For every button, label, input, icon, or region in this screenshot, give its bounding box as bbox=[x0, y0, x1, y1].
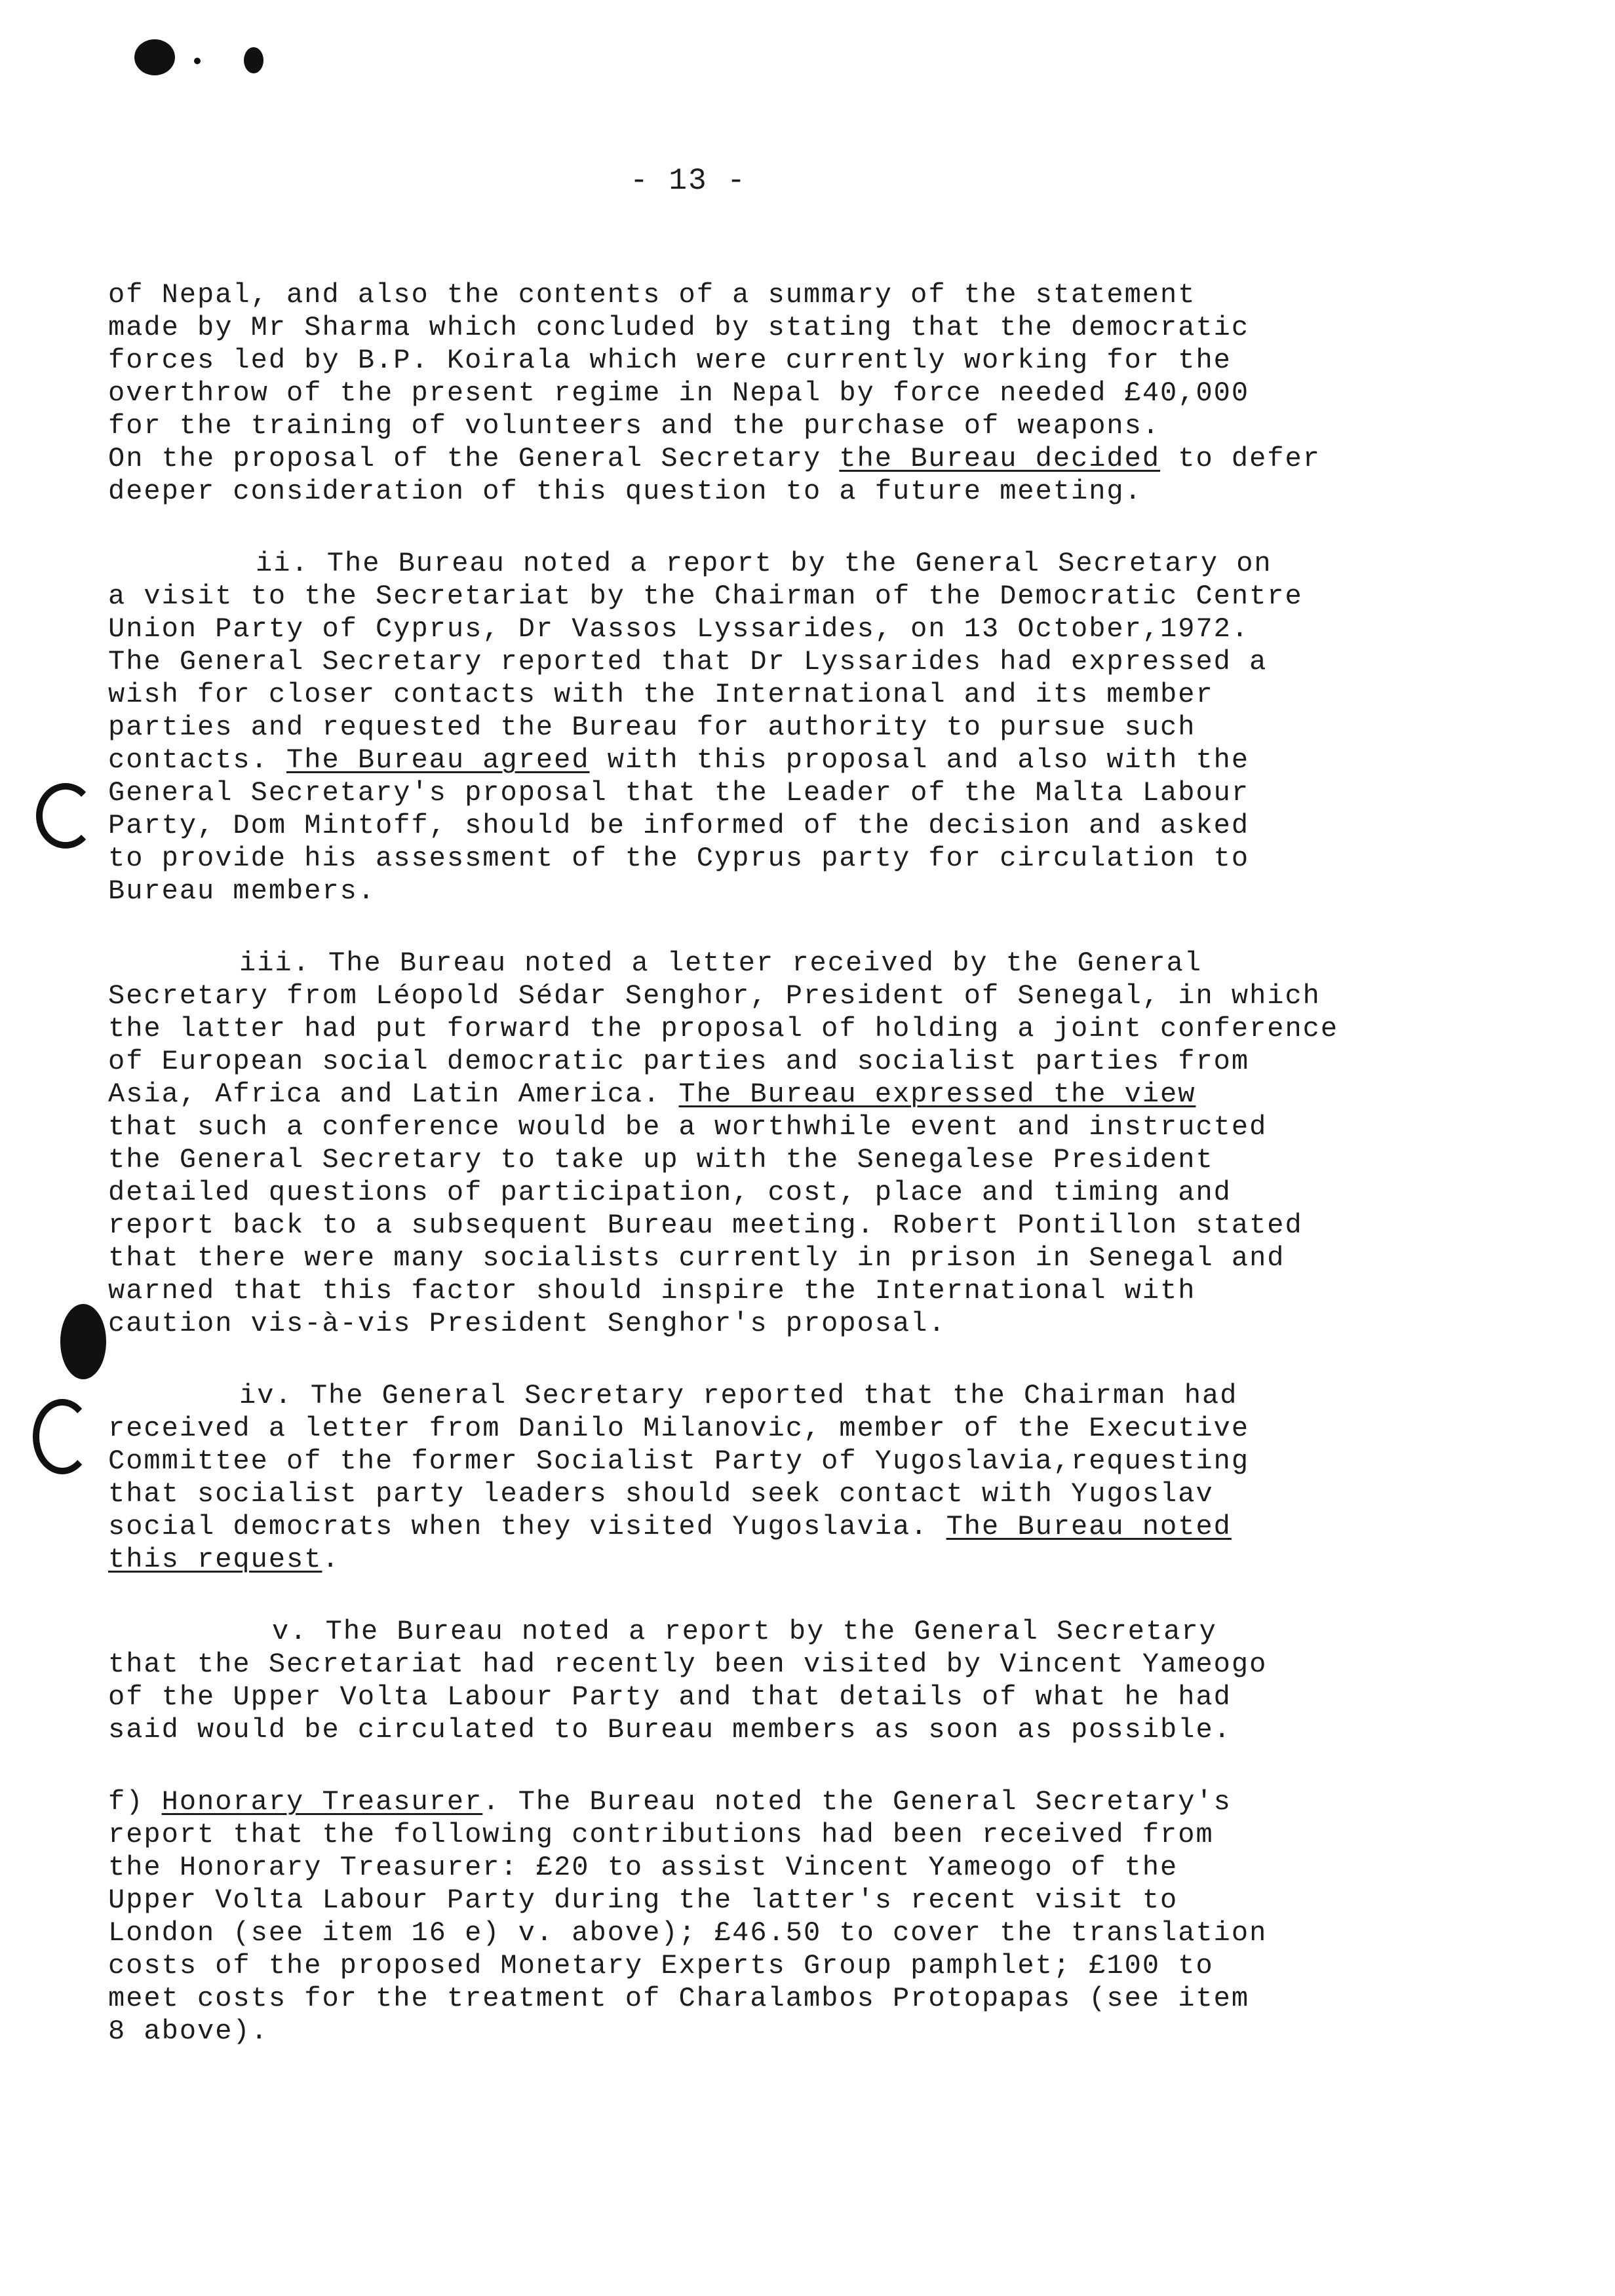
text-line bbox=[108, 1818, 1517, 1851]
text-line bbox=[108, 875, 1517, 908]
text-line bbox=[108, 1478, 1517, 1510]
text-segment: deeper consideration of this question to a future meeting. bbox=[108, 476, 1142, 507]
text-segment: report back to a subsequent Bureau meeting. Robert Pontillon stated bbox=[108, 1210, 1303, 1241]
text-segment: The General Secretary reported that Dr Lyssarides had expressed a bbox=[108, 646, 1268, 678]
text-line bbox=[108, 1176, 1517, 1209]
text-line bbox=[108, 1851, 1517, 1884]
underlined-phrase: Honorary Treasurer bbox=[161, 1786, 483, 1818]
text-line bbox=[108, 1884, 1517, 1917]
text-line bbox=[108, 1510, 1517, 1543]
text-segment: the latter had put forward the proposal of holding a joint conference bbox=[108, 1013, 1339, 1044]
text-segment: said would be circulated to Bureau members as soon as possible. bbox=[108, 1714, 1232, 1746]
text-segment: ii. The Bureau noted a report by the General Secretary on bbox=[256, 548, 1272, 579]
underlined-phrase: The Bureau agreed bbox=[286, 744, 590, 776]
text-line bbox=[108, 645, 1517, 678]
text-segment: the Honorary Treasurer: £20 to assist Vincent Yameogo of the bbox=[108, 1852, 1178, 1883]
text-segment: Committee of the former Socialist Party of Yugoslavia,requesting bbox=[108, 1445, 1250, 1477]
text-line bbox=[108, 377, 1517, 410]
paragraph-item-v bbox=[108, 1615, 1517, 1746]
text-line bbox=[108, 711, 1517, 744]
text-segment: 8 above). bbox=[108, 2016, 269, 2047]
text-line bbox=[108, 311, 1517, 344]
text-segment: parties and requested the Bureau for authority to pursue such bbox=[108, 712, 1196, 743]
text-line bbox=[108, 1143, 1517, 1176]
text-line bbox=[108, 475, 1517, 508]
paragraph-item-ii bbox=[108, 547, 1517, 908]
text-line bbox=[108, 980, 1517, 1012]
underlined-phrase: The Bureau expressed the view bbox=[678, 1079, 1196, 1110]
text-segment: iv. The General Secretary reported that the Chairman had bbox=[239, 1380, 1238, 1411]
text-segment: meet costs for the treatment of Charalambos Protopapas (see item bbox=[108, 1983, 1250, 2014]
text-segment: of the Upper Volta Labour Party and that details of what he had bbox=[108, 1681, 1232, 1713]
text-line bbox=[108, 580, 1517, 613]
text-segment: Party, Dom Mintoff, should be informed of the decision and asked bbox=[108, 810, 1250, 841]
text-segment: report that the following contributions had been received from bbox=[108, 1819, 1214, 1850]
text-segment: On the proposal of the General Secretary bbox=[108, 443, 840, 474]
text-line bbox=[108, 1949, 1517, 1982]
text-line bbox=[108, 1274, 1517, 1307]
text-line bbox=[108, 1012, 1517, 1045]
paragraph-item-iv bbox=[108, 1379, 1517, 1576]
text-segment: received a letter from Danilo Milanovic, member of the Executive bbox=[108, 1413, 1250, 1444]
text-segment: . The Bureau noted the General Secretary's bbox=[482, 1786, 1232, 1818]
text-line bbox=[108, 842, 1517, 875]
text-line bbox=[239, 947, 1517, 980]
text-segment: detailed questions of participation, cost, place and timing and bbox=[108, 1177, 1232, 1208]
text-line bbox=[108, 678, 1517, 711]
text-segment: overthrow of the present regime in Nepal by force needed £40,000 bbox=[108, 377, 1250, 409]
text-line bbox=[108, 744, 1517, 776]
text-line bbox=[108, 776, 1517, 809]
ink-blot-top-left-2 bbox=[244, 47, 263, 73]
ink-blot-top-left bbox=[134, 39, 175, 75]
text-line bbox=[108, 809, 1517, 842]
text-line bbox=[272, 1615, 1517, 1648]
text-segment: . bbox=[322, 1544, 340, 1575]
text-segment: caution vis-à-vis President Senghor's proposal. bbox=[108, 1308, 946, 1339]
text-line bbox=[108, 410, 1517, 442]
text-segment: costs of the proposed Monetary Experts Group pamphlet; £100 to bbox=[108, 1950, 1214, 1981]
text-line bbox=[108, 1045, 1517, 1078]
text-line bbox=[108, 1681, 1517, 1713]
text-segment: v. The Bureau noted a report by the General Secretary bbox=[272, 1616, 1217, 1647]
text-segment: Secretary from Léopold Sédar Senghor, President of Senegal, in which bbox=[108, 980, 1321, 1012]
text-line bbox=[108, 1412, 1517, 1445]
text-line bbox=[108, 278, 1517, 311]
text-segment: wish for closer contacts with the International and its member bbox=[108, 679, 1214, 710]
punch-hole-mark-2 bbox=[60, 1304, 106, 1379]
text-segment: Asia, Africa and Latin America. bbox=[108, 1079, 679, 1110]
text-segment: the General Secretary to take up with the Senegalese President bbox=[108, 1144, 1214, 1176]
text-segment: to provide his assessment of the Cyprus party for circulation to bbox=[108, 843, 1250, 874]
text-line bbox=[108, 1209, 1517, 1242]
text-line bbox=[108, 613, 1517, 645]
text-line bbox=[239, 1379, 1517, 1412]
text-segment: f) bbox=[108, 1786, 162, 1818]
text-segment: contacts. bbox=[108, 744, 287, 776]
text-line bbox=[108, 1078, 1517, 1111]
paragraph-honorary-treasurer bbox=[108, 1786, 1517, 2048]
text-segment: social democrats when they visited Yugoslavia. bbox=[108, 1511, 946, 1542]
text-segment: that socialist party leaders should seek contact with Yugoslav bbox=[108, 1478, 1214, 1510]
text-line bbox=[108, 1445, 1517, 1478]
punch-hole-mark-1 bbox=[36, 783, 95, 849]
text-segment: forces led by B.P. Koirala which were currently working for the bbox=[108, 345, 1232, 376]
text-segment: of Nepal, and also the contents of a summary of the statement bbox=[108, 279, 1196, 311]
text-line bbox=[108, 1982, 1517, 2015]
text-segment: that such a conference would be a worthwhile event and instructed bbox=[108, 1111, 1268, 1143]
text-segment: to defer bbox=[1160, 443, 1321, 474]
text-segment: warned that this factor should inspire the International with bbox=[108, 1275, 1196, 1307]
punch-hole-mark-3 bbox=[33, 1399, 92, 1474]
text-line bbox=[108, 1786, 1517, 1818]
text-segment: that there were many socialists currently in prison in Senegal and bbox=[108, 1242, 1285, 1274]
underlined-phrase: this request bbox=[108, 1544, 322, 1575]
text-segment: Upper Volta Labour Party during the latter's recent visit to bbox=[108, 1885, 1178, 1916]
text-segment: that the Secretariat had recently been visited by Vincent Yameogo bbox=[108, 1649, 1268, 1680]
document-body bbox=[108, 278, 1517, 2087]
underlined-phrase: the Bureau decided bbox=[839, 443, 1161, 474]
text-segment: Bureau members. bbox=[108, 875, 376, 907]
text-line bbox=[108, 1242, 1517, 1274]
text-segment: iii. The Bureau noted a letter received by the General bbox=[239, 947, 1203, 979]
text-segment: London (see item 16 e) v. above); £46.50 to cover the translation bbox=[108, 1917, 1268, 1949]
text-line bbox=[108, 1713, 1517, 1746]
underlined-phrase: The Bureau noted bbox=[946, 1511, 1232, 1542]
text-line bbox=[108, 344, 1517, 377]
paragraph-nepal bbox=[108, 278, 1517, 508]
paragraph-item-iii bbox=[108, 947, 1517, 1340]
text-line bbox=[256, 547, 1517, 580]
text-line bbox=[108, 2015, 1517, 2048]
ink-dot-small bbox=[194, 58, 201, 64]
text-line bbox=[108, 1917, 1517, 1949]
text-segment: made by Mr Sharma which concluded by stating that the democratic bbox=[108, 312, 1250, 343]
text-segment: a visit to the Secretariat by the Chairman of the Democratic Centre bbox=[108, 581, 1303, 612]
text-segment: General Secretary's proposal that the Leader of the Malta Labour bbox=[108, 777, 1250, 809]
text-line bbox=[108, 1543, 1517, 1576]
text-segment: Union Party of Cyprus, Dr Vassos Lyssarides, on 13 October,1972. bbox=[108, 613, 1250, 645]
text-line bbox=[108, 1648, 1517, 1681]
page-number: - 13 - bbox=[630, 164, 747, 198]
text-line bbox=[108, 1307, 1517, 1340]
text-segment: of European social democratic parties and socialist parties from bbox=[108, 1046, 1250, 1077]
text-line bbox=[108, 442, 1517, 475]
text-segment: for the training of volunteers and the purchase of weapons. bbox=[108, 410, 1161, 442]
text-segment: with this proposal and also with the bbox=[589, 744, 1250, 776]
text-line bbox=[108, 1111, 1517, 1143]
